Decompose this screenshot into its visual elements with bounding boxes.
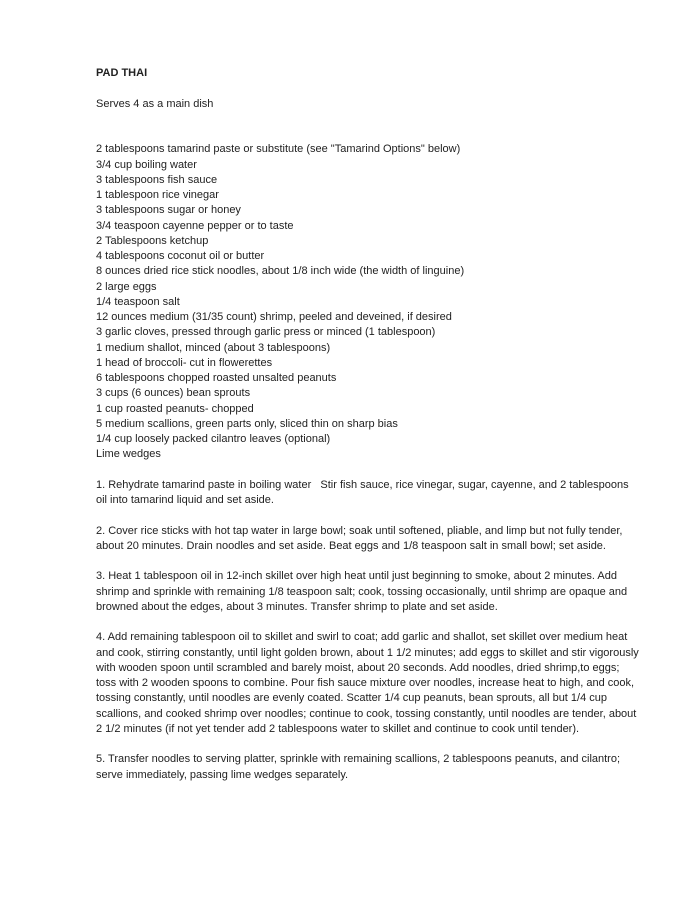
ingredient-line: 2 Tablespoons ketchup	[96, 234, 209, 247]
ingredient-line: Lime wedges	[96, 448, 161, 461]
ingredient-line: 1/4 cup loosely packed cilantro leaves (optional)	[96, 433, 331, 445]
document-content	[96, 66, 640, 783]
instruction-step-3: 3. Heat 1 tablespoon oil in 12-inch skillet over high heat until just beginning to smoke, about 2 minutes. Add shrimp and sprinkle with remaining 1/8 teaspoon salt; cook, tossing occasionally, until shrimp are opaque and browned about the edges, about 3 minutes. Transfer shrimp to plate and set aside.	[96, 570, 631, 613]
serving-info: Serves 4 as a main dish	[96, 97, 214, 110]
ingredient-line: 5 medium scallions, green parts only, sliced thin on sharp bias	[96, 417, 398, 430]
ingredient-line: 2 large eggs	[96, 280, 157, 293]
instructions-section	[96, 478, 640, 783]
instruction-step-2: 2. Cover rice sticks with hot tap water in large bowl; soak until softened, pliable, and limp but not fully tender, about 20 minutes. Drain noodles and set aside. Beat eggs and 1/8 teaspoon salt in small bowl; set aside.	[96, 524, 626, 552]
ingredient-line: 2 tablespoons tamarind paste or substitute (see "Tamarind Options" below)	[96, 143, 461, 156]
instruction-step-5: 5. Transfer noodles to serving platter, sprinkle with remaining scallions, 2 tablespoons peanuts, and cilantro; serve immediately, passing lime wedges separately.	[96, 753, 624, 781]
recipe-title: PAD THAI	[96, 67, 148, 79]
ingredient-line: 3 cups (6 ounces) bean sprouts	[96, 387, 251, 400]
instruction-step-1: 1. Rehydrate tamarind paste in boiling water Stir fish sauce, rice vinegar, sugar, cayenne, and 2 tablespoons oil into tamarind liquid and set aside.	[96, 478, 632, 506]
ingredient-line: 12 ounces medium (31/35 count) shrimp, peeled and deveined, if desired	[96, 311, 452, 323]
ingredient-line: 1 medium shallot, minced (about 3 tablespoons)	[96, 341, 331, 354]
ingredient-line: 1 head of broccoli- cut in flowerettes	[96, 356, 273, 369]
ingredient-line: 3/4 cup boiling water	[96, 158, 197, 171]
ingredient-line: 8 ounces dried rice stick noodles, about 1/8 inch wide (the width of linguine)	[96, 265, 465, 278]
ingredient-line: 3 tablespoons fish sauce	[96, 173, 218, 186]
ingredient-line: 4 tablespoons coconut oil or butter	[96, 250, 265, 262]
ingredient-line: 6 tablespoons chopped roasted unsalted peanuts	[96, 372, 337, 384]
ingredients-list	[96, 142, 640, 462]
ingredient-line: 3/4 teaspoon cayenne pepper or to taste	[96, 219, 294, 232]
ingredient-line: 3 tablespoons sugar or honey	[96, 204, 241, 217]
ingredient-line: 3 garlic cloves, pressed through garlic press or minced (1 tablespoon)	[96, 326, 436, 339]
ingredient-line: 1/4 teaspoon salt	[96, 295, 180, 308]
ingredient-line: 1 cup roasted peanuts- chopped	[96, 402, 254, 415]
instruction-step-4: 4. Add remaining tablespoon oil to skillet and swirl to coat; add garlic and shallot, set skillet over medium heat and cook, stirring constantly, until light golden brown, about 1 1/2 minutes; add eggs to skillet and stir vigorously with wooden spoon until scrambled and barely moist, about 20 seconds. Add noodles, dried shrimp,to eggs; toss with 2 wooden spoons to combine. Pour fish sauce mixture over noodles, increase heat to high, and cook, tossing constantly, until noodles are evenly coated. Scatter 1/4 cup peanuts, bean sprouts, all but 1/4 cup scallions, and cooked shrimp over noodles; continue to cook, tossing constantly, until noodles are tender, about 2 1/2 minutes (if not yet tender add 2 tablespoons water to skillet and continue to cook until tender).	[96, 631, 642, 735]
ingredient-line: 1 tablespoon rice vinegar	[96, 189, 219, 201]
